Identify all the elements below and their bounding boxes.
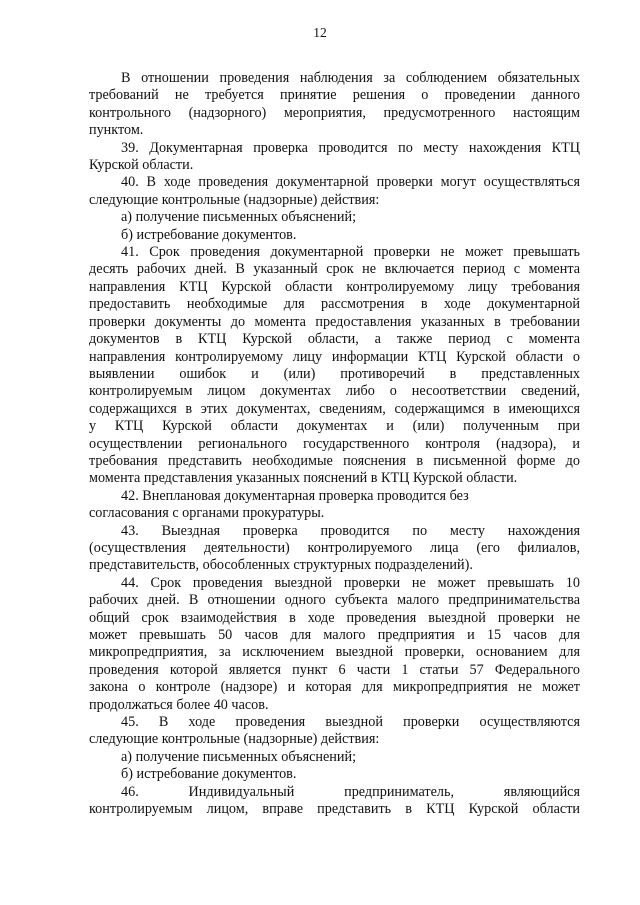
text-line: требований не требуется принятие решения о проведении данного [89, 87, 580, 104]
list-item-a [89, 749, 580, 766]
text-line: выявлении ошибок и (или) противоречий в представленных [89, 365, 580, 382]
text-line: содержащихся в этих документах, сведениям, содержащимся в имеющихся [89, 400, 580, 417]
text-line: (осуществления деятельности) контролируемого лица (его филиалов, [89, 539, 580, 556]
text-line: проверки документы до момента предоставления указанных в требовании [89, 313, 580, 330]
list-item-b [89, 766, 580, 783]
text-line: требования представить необходимые пояснения в письменной форме до [89, 452, 580, 469]
paragraph-46 [89, 784, 580, 819]
text-line: направления КТЦ Курской области контролируемому лицу требования [89, 278, 580, 295]
text-line: пунктом. [89, 122, 144, 139]
text-line: контролируемым лицом, вправе представить в КТЦ Курской области [89, 801, 580, 818]
text-line: 40. В ходе проведения документарной проверки могут осуществляться [121, 174, 580, 191]
list-item-b [89, 227, 580, 244]
text-line: 41. Срок проведения документарной проверки не может превышать [121, 244, 580, 261]
text-line: десять рабочих дней. В указанный срок не включается период с момента [89, 261, 580, 278]
text-line: Курской области. [89, 157, 194, 174]
text-line: 44. Срок проведения выездной проверки не может превышать 10 [121, 574, 580, 591]
text-line: контролируемым лицом документах либо о несоответствии сведений, [89, 383, 580, 400]
text-line: а) получение письменных объяснений; [121, 209, 357, 226]
text-line: согласования с органами прокуратуры. [89, 505, 325, 522]
text-line: момента представления указанных пояснений в КТЦ Курской области. [89, 470, 518, 487]
text-line: осуществлении регионального государственного контроля (надзора), и [89, 435, 580, 452]
text-line: микропредприятия, за исключением выездной проверки, основанием для [89, 644, 580, 661]
paragraph-observation [89, 70, 580, 140]
text-line: предоставить необходимые для рассмотрения в ходе документарной [89, 296, 580, 313]
text-line: может превышать 50 часов для малого предприятия и 15 часов для [89, 627, 580, 643]
text-line: б) истребование документов. [121, 766, 297, 783]
text-line: 43. Выездная проверка проводится по месту нахождения [121, 522, 580, 539]
text-line: у КТЦ Курской области документах и (или) полученным при [89, 418, 580, 435]
paragraph-39 [89, 140, 580, 175]
text-line: продолжаться более 40 часов. [89, 696, 269, 713]
paragraph-42 [89, 488, 580, 523]
text-line: 45. В ходе проведения выездной проверки осуществляются [121, 714, 580, 731]
text-line: представительств, обособленных структурных подразделений). [89, 557, 473, 574]
page-number: 12 [313, 25, 327, 40]
text-line: рабочих дней. В отношении одного субъекта малого предпринимательства [89, 592, 580, 609]
text-line: 39. Документарная проверка проводится по месту нахождения КТЦ [121, 139, 580, 156]
document-body [89, 70, 580, 818]
text-line: документов в КТЦ Курской области, а также период с момента [89, 331, 580, 348]
text-line: проведения которой является пункт 6 части 1 статьи 57 Федерального [89, 661, 580, 678]
text-line: закона о контроле (надзоре) и которая для микропредприятия не может [89, 679, 580, 696]
text-line: общий срок взаимодействия в ходе проведения выездной проверки не [89, 609, 580, 626]
text-line: а) получение письменных объяснений; [121, 748, 357, 765]
text-line: направления контролируемому лицу информации КТЦ Курской области о [89, 348, 580, 365]
text-line: В отношении проведения наблюдения за соблюдением обязательных [121, 70, 580, 86]
paragraph-45 [89, 714, 580, 749]
paragraph-40 [89, 174, 580, 209]
text-line: контрольного (надзорного) мероприятия, предусмотренного настоящим [89, 104, 580, 121]
text-line: 46. Индивидуальный предприниматель, являющийся [121, 783, 580, 800]
text-line: 42. Внеплановая документарная проверка проводится без [121, 487, 469, 504]
list-item-a [89, 209, 580, 226]
paragraph-41 [89, 244, 580, 488]
text-line: б) истребование документов. [121, 226, 297, 243]
paragraph-44 [89, 575, 580, 714]
text-line: следующие контрольные (надзорные) действия: [89, 731, 380, 748]
text-line: следующие контрольные (надзорные) действия: [89, 191, 380, 208]
paragraph-43 [89, 523, 580, 575]
